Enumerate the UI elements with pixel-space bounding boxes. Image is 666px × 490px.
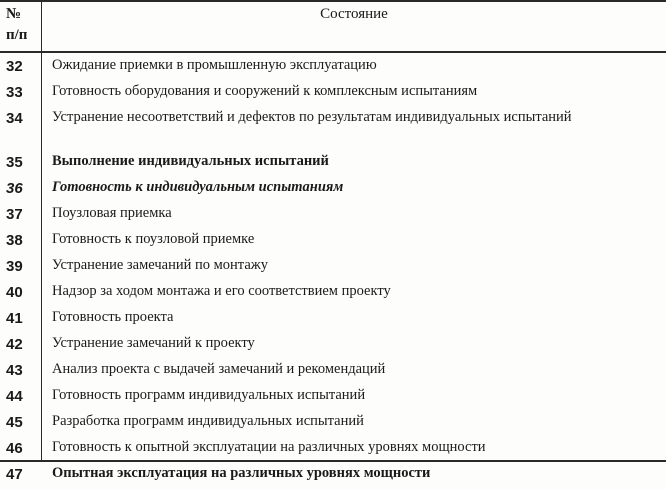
header-state-column: Состояние [320, 6, 388, 22]
table-row [0, 279, 666, 305]
row-number: 38 [6, 232, 23, 249]
row-number: 37 [6, 206, 23, 223]
row-state: Выполнение индивидуальных испытаний [52, 153, 329, 169]
table-row [0, 201, 666, 227]
table-row [0, 79, 666, 105]
header-number-abbrev: п/п [6, 27, 28, 43]
header-number-column [6, 4, 40, 46]
row-state: Готовность к поузловой приемке [52, 231, 255, 247]
table-row [0, 383, 666, 409]
table-row [0, 331, 666, 357]
row-number: 39 [6, 258, 23, 275]
row-number: 40 [6, 284, 23, 301]
row-number: 44 [6, 388, 23, 405]
row-state: Устранение несоответствий и дефектов по результатам индивидуальных испытаний [52, 109, 572, 125]
table-row [0, 175, 666, 201]
row-state: Анализ проекта с выдачей замечаний и рекомендаций [52, 361, 386, 377]
row-state: Разработка программ индивидуальных испытаний [52, 413, 364, 429]
row-number: 35 [6, 154, 23, 171]
row-number: 41 [6, 310, 23, 327]
row-number: 32 [6, 58, 23, 75]
row-state: Устранение замечаний по монтажу [52, 257, 269, 273]
row-state: Ожидание приемки в промышленную эксплуатацию [52, 57, 377, 73]
table-row [0, 227, 666, 253]
header-number-symbol: № [6, 6, 22, 22]
row-number: 34 [6, 110, 23, 127]
table-row [0, 435, 666, 461]
table-row [0, 305, 666, 331]
table-body [0, 53, 666, 487]
table-row [0, 461, 666, 487]
row-number: 45 [6, 414, 23, 431]
row-state: Надзор за ходом монтажа и его соответствием проекту [52, 283, 391, 299]
row-number: 36 [6, 180, 23, 197]
row-number: 46 [6, 440, 23, 457]
row-state: Готовность программ индивидуальных испытаний [52, 387, 366, 403]
row-number: 47 [6, 466, 23, 483]
row-number: 42 [6, 336, 23, 353]
table-row [0, 357, 666, 383]
row-state: Поузловая приемка [52, 205, 172, 221]
table-row [0, 53, 666, 79]
table-row [0, 253, 666, 279]
row-number: 43 [6, 362, 23, 379]
row-state: Готовность к индивидуальным испытаниям [52, 179, 344, 195]
row-state: Опытная эксплуатация на различных уровнях мощности [52, 465, 431, 481]
table-row [0, 409, 666, 435]
table-row [0, 149, 666, 175]
row-state: Готовность к опытной эксплуатации на различных уровнях мощности [52, 439, 486, 455]
row-state: Устранение замечаний к проекту [52, 335, 255, 351]
row-state: Готовность оборудования и сооружений к комплексным испытаниям [52, 83, 478, 99]
row-state: Готовность проекта [52, 309, 174, 325]
table-top-rule [0, 0, 666, 2]
table-row [0, 105, 666, 149]
row-number: 33 [6, 84, 23, 101]
